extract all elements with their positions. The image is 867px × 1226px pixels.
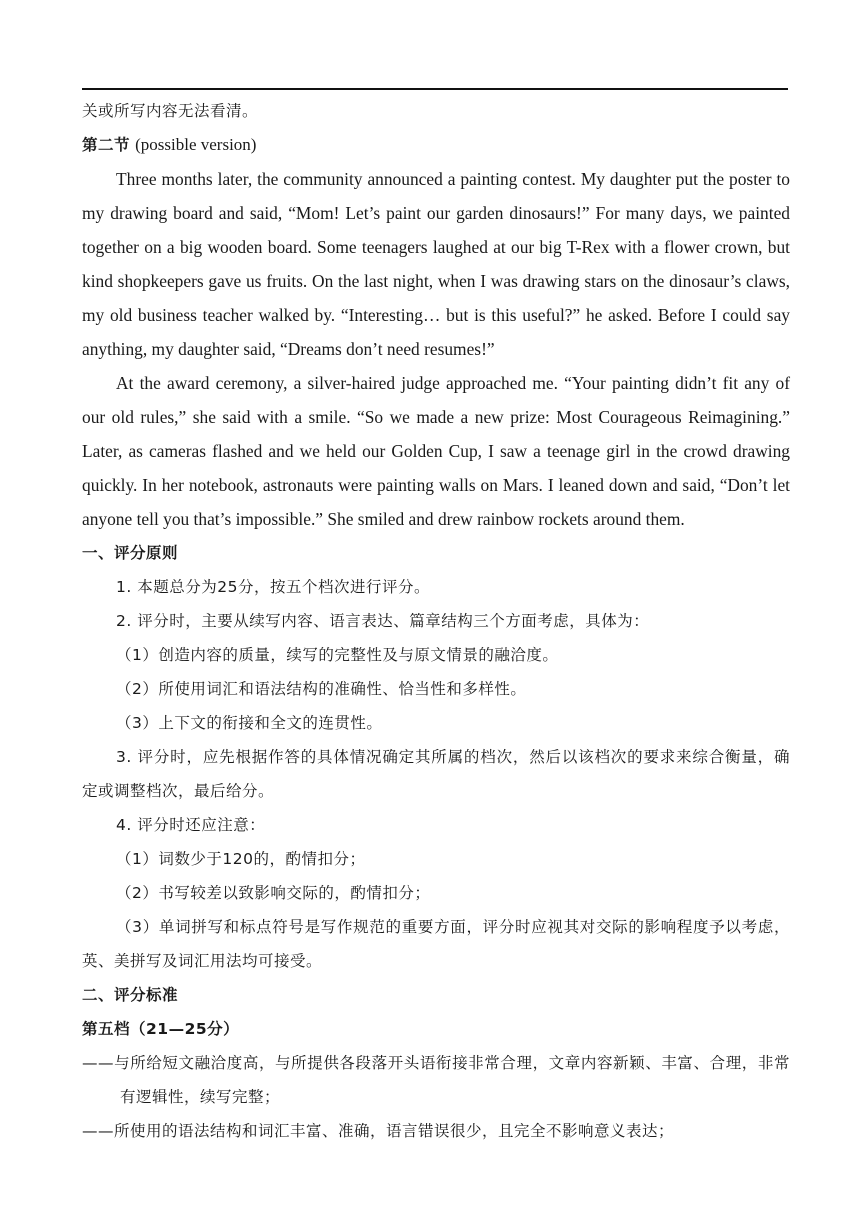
level5-criterion-2: ——所使用的语法结构和词汇丰富、准确，语言错误很少，且完全不影响意义表达；: [82, 1122, 675, 1140]
essay-paragraph-1: Three months later, the community announced a painting contest. My daughter put the poster to my drawing board and said, “Mom! Let’s paint our garden dinosaurs!” For many days, we painted together on a big wooden board. Some teenagers laughed at our big T-Rex with a flower crown, but kind shopkeepers gave us fruits. On the last night, when I was drawing stars on the dinosaur’s claws, my old business teacher walked by. “Interesting… but is this useful?” he asked. Before I could say anything, my daughter said, “Dreams don’t need resumes!”: [82, 169, 790, 359]
rule-item-3: 3. 评分时，应先根据作答的具体情况确定其所属的档次，然后以该档次的要求来综合衡量，确定或调整档次，最后给分。: [82, 748, 790, 800]
rule-item-4: 4. 评分时还应注意：: [116, 816, 266, 834]
essay-paragraph-2: At the award ceremony, a silver-haired judge approached me. “Your painting didn’t fit any of our old rules,” she said with a smile. “So we made a new prize: Most Courageous Reimagining.” Later, as cameras flashed and we held our Golden Cup, I saw a teenage girl in the crowd drawing quickly. In her notebook, astronauts were painting walls on Mars. I leaned down and said, “Don’t let anyone tell you that’s impossible.” She smiled and drew rainbow rockets around them.: [82, 373, 790, 529]
rule-item-4-sub-3: （3）单词拼写和标点符号是写作规范的重要方面，评分时应视其对交际的影响程度予以考虑，英、美拼写及词汇用法均可接受。: [82, 918, 790, 970]
part2-heading: 二、评分标准: [82, 986, 179, 1004]
section-heading-cn: 第二节: [82, 136, 131, 154]
section-heading-en: (possible version): [135, 135, 257, 154]
continued-text-line: 关或所写内容无法看清。: [82, 102, 259, 120]
header-rule: [82, 88, 788, 90]
rule-item-1: 1. 本题总分为25分，按五个档次进行评分。: [116, 578, 430, 596]
rule-item-4-sub-2: （2）书写较差以致影响交际的，酌情扣分；: [116, 884, 431, 902]
rule-item-2-sub-2: （2）所使用词汇和语法结构的准确性、恰当性和多样性。: [116, 680, 527, 698]
level5-heading: 第五档（21—25分）: [82, 1020, 240, 1038]
section-heading: [82, 128, 790, 162]
part1-heading: 一、评分原则: [82, 544, 179, 562]
rule-item-4-sub-1: （1）词数少于120的，酌情扣分；: [116, 850, 366, 868]
page-content: [82, 94, 790, 1148]
rule-item-2: 2. 评分时，主要从续写内容、语言表达、篇章结构三个方面考虑，具体为：: [116, 612, 650, 630]
level5-criterion-1: ——与所给短文融洽度高，与所提供各段落开头语衔接非常合理，文章内容新颖、丰富、合理，非常有逻辑性，续写完整；: [82, 1054, 790, 1106]
rule-item-2-sub-1: （1）创造内容的质量，续写的完整性及与原文情景的融洽度。: [116, 646, 559, 664]
rule-item-2-sub-3: （3）上下文的衔接和全文的连贯性。: [116, 714, 383, 732]
